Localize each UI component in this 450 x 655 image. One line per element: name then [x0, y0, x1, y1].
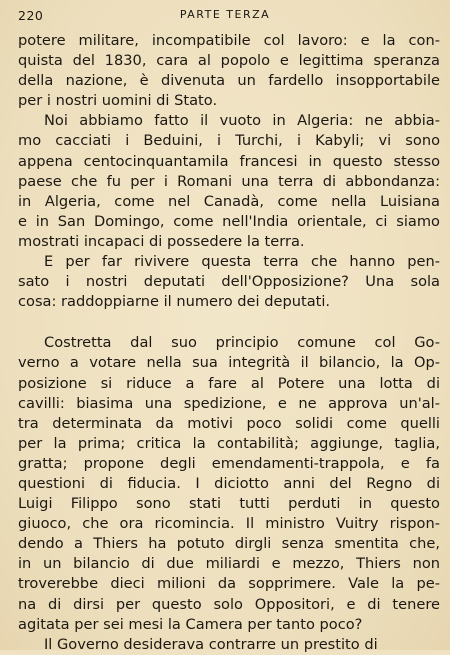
- running-title: PARTE TERZA: [179, 8, 271, 21]
- text-line: questioni di fiducia. I diciotto anni del Regno di: [18, 474, 440, 492]
- page-number: 220: [18, 8, 44, 23]
- text-line: verno a votare nella sua integrità il bilancio, la Op-: [18, 354, 440, 372]
- text-line: sato i nostri deputati dell'Opposizione? Una sola: [18, 273, 440, 291]
- paragraph: [18, 635, 440, 655]
- text-line: agitata per sei mesi la Camera per tanto poco?: [18, 615, 363, 633]
- text-line: tra determinata da motivi poco solidi come quelli: [18, 414, 440, 432]
- text-line: e in San Domingo, come nell'India orientale, ci siamo: [18, 212, 440, 230]
- text-line: cavilli: biasima una spedizione, e ne approva un'al-: [18, 394, 440, 412]
- text-line: Costretta dal suo principio comune col Go-: [44, 334, 440, 352]
- text-line: potere militare, incompatibile col lavoro: e la con-: [18, 32, 440, 49]
- text-line: mo cacciati i Beduini, i Turchi, i Kabyli; vi sono: [18, 132, 440, 150]
- text-line: mostrati incapaci di possedere la terra.: [18, 232, 305, 250]
- body-text: [18, 31, 440, 655]
- text-line: per i nostri uomini di Stato.: [18, 92, 218, 110]
- text-line: per la prima; critica la contabilità; aggiunge, taglia,: [18, 434, 440, 452]
- paragraph: [18, 111, 440, 252]
- text-line: in un bilancio di due miliardi e mezzo, Thiers non: [18, 555, 440, 573]
- text-line: giuoco, che ora ricomincia. Il ministro Vuitry rispon-: [18, 515, 440, 533]
- paragraph: [18, 252, 440, 312]
- text-line: E per far rivivere questa terra che hanno pen-: [44, 253, 440, 271]
- text-line: na di dirsi per questo solo Oppositori, e di tenere: [18, 595, 440, 613]
- text-line: troverebbe dieci milioni da sopprimere. Vale la pe-: [18, 575, 440, 593]
- text-line: appena centocinquantamila francesi in questo stesso: [18, 152, 440, 170]
- text-line: quista del 1830, cara al popolo e legittima speranza: [18, 52, 440, 70]
- text-line: Il Governo desiderava contrarre un prestito di: [44, 635, 378, 653]
- text-line: in Algeria, come nel Canadà, come nella Luisiana: [18, 192, 440, 210]
- text-line: cosa: raddoppiarne il numero dei deputati.: [18, 293, 331, 311]
- text-line: Noi abbiamo fatto il vuoto in Algeria: ne abbia-: [44, 112, 440, 130]
- text-line: dendo a Thiers ha potuto dirgli senza smentita che,: [18, 535, 440, 553]
- text-line: posizione si riduce a fare al Potere una lotta di: [18, 374, 440, 392]
- page-header: [18, 5, 432, 25]
- text-line: gratta; propone degli emendamenti-trappola, e fa: [18, 454, 440, 472]
- paragraph: [18, 333, 440, 634]
- text-line: della nazione, è divenuta un fardello insopportabile: [18, 72, 440, 90]
- paragraph: [18, 31, 440, 111]
- paragraph-gap: [18, 312, 440, 333]
- text-line: paese che fu per i Romani una terra di abbondanza:: [18, 172, 440, 190]
- text-line: Luigi Filippo sono stati tutti perduti in questo: [18, 495, 440, 513]
